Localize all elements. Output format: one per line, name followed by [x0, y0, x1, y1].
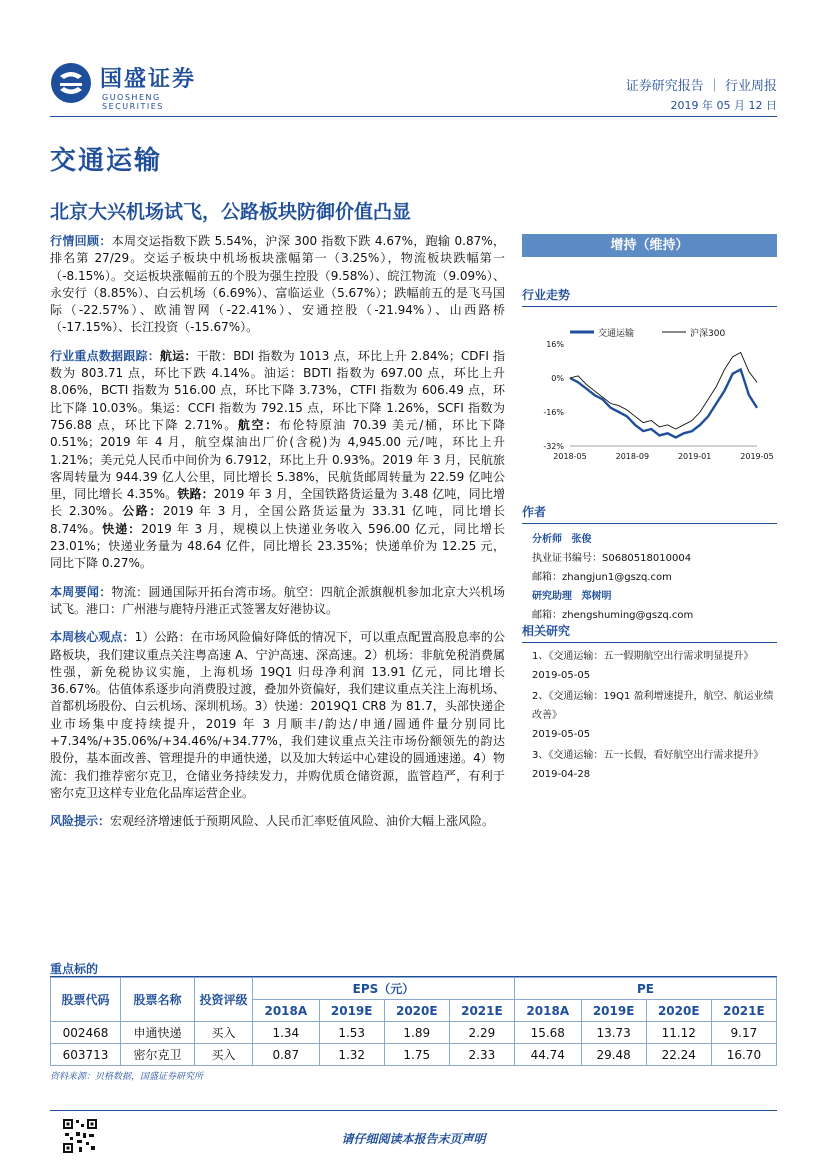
core-view-paragraph	[50, 629, 505, 802]
authors-block	[532, 530, 777, 625]
analyst-row	[532, 530, 777, 549]
authors-section-title: 作者	[522, 503, 777, 524]
market-review-label: 行情回顾：	[50, 234, 112, 248]
cell-pe: 13.73	[581, 1022, 646, 1044]
table-row	[51, 1022, 777, 1044]
related-item[interactable]	[532, 647, 777, 685]
y-tick-label: -16%	[543, 408, 564, 417]
key-stocks-title: 重点标的	[50, 962, 99, 976]
analyst-label: 分析师	[532, 534, 562, 545]
header-eps: EPS（元）	[253, 978, 515, 1000]
assistant-name: 郑树明	[581, 591, 612, 602]
chart-x-axis	[553, 452, 773, 461]
table-source: 资料来源：贝格数据，国盛证券研究所	[50, 1072, 204, 1082]
trend-section-title: 行业走势	[522, 286, 777, 307]
railway-text: 2019 年 3 月，全国铁路货运量为 3.48 亿吨，同比增长 2.30%。	[50, 487, 505, 519]
x-tick-label: 2018-05	[553, 452, 587, 461]
table-row	[51, 1044, 777, 1066]
x-tick-label: 2018-09	[615, 452, 650, 461]
risk-paragraph	[50, 813, 505, 830]
header-pe-year: 2019E	[581, 1000, 646, 1022]
road-label: 公路：	[122, 504, 163, 519]
main-body	[50, 233, 505, 842]
related-item-date: 2019-05-05	[532, 670, 591, 681]
shipping-text: 干散：BDI 指数为 1013 点，环比上升 2.84%；CDFI 指数为 803.71 点，环比下跌 4.14%。油运：BDTI 指数为 697.00 点，环比上升 8.06%，BCTI 指数为 516.00 点，环比下降 3.73%，CTFI 指数为 606.49 点，环比下降 10.03%。集运：CCFI 指数为 792.15 点，环比下降 1.26%，SCFI 指数为 756.88 点，环比下降 2.71%。	[50, 348, 505, 432]
assistant-label: 研究助理	[532, 591, 572, 602]
header-rating: 投资评级	[195, 978, 253, 1022]
series-line-transport	[570, 370, 757, 438]
data-tracking-label: 行业重点数据跟踪：	[50, 348, 160, 363]
data-tracking-paragraph	[50, 348, 505, 573]
related-item-title: 2、《交通运输：19Q1 盈利增速提升，航空、航运业绩改善》	[532, 691, 774, 721]
analyst-name: 张俊	[571, 534, 592, 545]
cell-eps: 0.87	[253, 1044, 320, 1066]
risk-label: 风险提示：	[50, 814, 111, 829]
table-header-row	[51, 978, 777, 1000]
cell-eps: 1.32	[319, 1044, 384, 1066]
company-name-en: GUOSHENG SECURITIES	[102, 93, 164, 111]
cell-pe: 29.48	[581, 1044, 646, 1066]
industry-title: 交通运输	[50, 146, 163, 176]
core-view-text: 1）公路：在市场风险偏好降低的情况下，可以重点配置高股息率的公路板块，我们建议重点关注粤高速 A、宁沪高速、深高速。2）机场：非航免税消费属性强，新免税协议实施，上海机场 19Q1 归母净利润 13.91 亿元，同比增长 36.67%。估值体系逐步向消费股过渡，叠加外资偏好，我们建议重点关注上海机场、首都机场股份、白云机场、深圳机场。3）快递：2019Q1 CR8 为 81.7，头部快递企业市场集中度持续提升，2019 年 3 月顺丰/韵达/申通/圆通件量分别同比+7.34%/+35.06%/+34.46%/+34.77%，我们建议重点关注市场份额领先的韵达股份，基本面改善、管理提升的申通快递，以及加大转运中心建设的圆通速递。4）物流：我们推荐密尔克卫，仓储业务持续发力，并购优质仓储资源，监管趋严，有利于密尔克卫这样专业危化品库运营企业。	[50, 630, 505, 800]
market-review-text: 本周交运指数下跌 5.54%，沪深 300 指数下跌 4.67%，跑输 0.87%，排名第 27/29。交运子板块中机场板块涨幅第一（3.25%），物流板块跌幅第一（-8.15%）。交运板块涨幅前五的个股为强生控股（9.58%）、皖江物流（9.09%）、永安行（8.85%）、白云机场（6.69%）、富临运业（5.67%）；跌幅前五的是飞马国际（-22.57%）、欧浦智网（-22.41%）、安通控股（-21.94%）、山西路桥（-17.15%）、长江投资（-15.67%）。	[50, 234, 505, 335]
header-pe-year: 2021E	[711, 1000, 776, 1022]
header-divider	[50, 116, 777, 117]
legend-label-csi300: 沪深300	[690, 329, 726, 339]
email-row-1	[532, 568, 777, 587]
news-paragraph	[50, 584, 505, 619]
cell-pe: 11.12	[646, 1022, 711, 1044]
core-view-label: 本周核心观点：	[50, 630, 135, 645]
road-text: 2019 年 3 月，全国公路货运量为 33.31 亿吨，同比增长 8.74%。	[50, 504, 505, 536]
report-headline: 北京大兴机场试飞，公路板块防御价值凸显	[50, 201, 412, 223]
market-review-paragraph	[50, 233, 505, 337]
related-item-date: 2019-05-05	[532, 729, 591, 740]
email-label-1: 邮箱：	[532, 572, 562, 583]
company-logo-mark	[50, 62, 92, 104]
header-pe-year: 2018A	[514, 1000, 581, 1022]
related-research-list	[532, 647, 777, 786]
header-eps-year: 2018A	[253, 1000, 320, 1022]
email-label-2: 邮箱：	[532, 610, 562, 621]
news-text: 物流：圆通国际开拓台湾市场。航空：四航企派旗舰机参加北京大兴机场试飞。港口：广州港与鹿特丹港正式签署友好港协议。	[50, 584, 505, 616]
header-pe: PE	[514, 978, 776, 1000]
cell-eps: 1.34	[253, 1022, 320, 1044]
cell-rating: 买入	[195, 1044, 253, 1066]
assistant-email[interactable]: zhengshuming@gszq.com	[562, 610, 694, 621]
header-pe-year: 2020E	[646, 1000, 711, 1022]
header-eps-year: 2021E	[449, 1000, 514, 1022]
cell-eps: 1.53	[319, 1022, 384, 1044]
cell-eps: 2.33	[449, 1044, 514, 1066]
express-label: 快递：	[102, 521, 142, 536]
cell-code: 002468	[51, 1022, 121, 1044]
cert-label: 执业证书编号：	[532, 553, 602, 564]
cell-pe: 16.70	[711, 1044, 776, 1066]
footer-disclaimer: 请仔细阅读本报告末页声明	[341, 1132, 486, 1146]
railway-label: 铁路：	[177, 487, 214, 502]
y-tick-label: 0%	[551, 374, 564, 383]
industry-trend-chart	[522, 322, 777, 467]
chart-legend	[570, 327, 725, 339]
chart-series	[570, 353, 757, 438]
related-item-title: 3、《交通运输：五一长假，看好航空出行需求提升》	[532, 750, 764, 761]
rating-badge: 增持（维持）	[522, 234, 777, 257]
series-line-csi300	[570, 353, 757, 430]
report-type: 证券研究报告 ｜ 行业周报	[625, 79, 777, 94]
x-tick-label: 2019-01	[677, 452, 712, 461]
cell-pe: 44.74	[514, 1044, 581, 1066]
cell-eps: 1.75	[384, 1044, 449, 1066]
express-text: 2019 年 3 月，规模以上快递业务收入 596.00 亿元，同比增长 23.01%；快递业务量为 48.64 亿件，同比增长 23.35%；快递单价为 12.25 元，同比下降 0.27%。	[50, 521, 505, 571]
cell-eps: 1.89	[384, 1022, 449, 1044]
x-tick-label: 2019-05	[740, 452, 774, 461]
header-eps-year: 2020E	[384, 1000, 449, 1022]
cell-name: 申通快递	[121, 1022, 195, 1044]
company-logo	[50, 62, 210, 111]
related-item-date: 2019-04-28	[532, 769, 591, 780]
company-name-cn: 国盛证券	[100, 66, 197, 92]
shipping-label: 航运：	[159, 348, 197, 363]
assistant-row	[532, 587, 777, 606]
risk-text: 宏观经济增速低于预期风险、人民币汇率贬值风险、油价大幅上涨风险。	[110, 814, 495, 829]
cell-pe: 9.17	[711, 1022, 776, 1044]
header-stock-name: 股票名称	[121, 978, 195, 1022]
cert-number: S0680518010004	[602, 553, 692, 564]
cell-rating: 买入	[195, 1022, 253, 1044]
cell-pe: 15.68	[514, 1022, 581, 1044]
legend-label-transport: 交通运输	[598, 329, 635, 339]
news-label: 本周要闻：	[50, 584, 112, 599]
cell-pe: 22.24	[646, 1044, 711, 1066]
cert-row	[532, 549, 777, 568]
footer-divider	[50, 1110, 777, 1111]
cell-eps: 2.29	[449, 1022, 514, 1044]
y-tick-label: -32%	[543, 442, 564, 451]
related-item-title: 1、《交通运输：五一假期航空出行需求明显提升》	[532, 651, 754, 662]
chart-y-axis	[543, 340, 757, 451]
aviation-label: 航空：	[237, 417, 279, 432]
key-stocks-table	[50, 977, 777, 1066]
analyst-email[interactable]: zhangjun1@gszq.com	[562, 572, 672, 583]
report-date: 2019 年 05 月 12 日	[670, 99, 777, 112]
aviation-text: 布伦特原油 70.39 美元/桶，环比下降 0.51%；2019 年 4 月，航空煤油出厂价(含税)为 4,945.00 元/吨，环比上升 1.21%；美元兑人民币中间价为 6.7912，环比上升 0.93%。2019 年 3 月，民航旅客周转量为 944.39 亿人公里，同比增长 5.38%，民航货邮周转量为 22.59 亿吨公里，同比增长 4.35%。	[50, 417, 505, 502]
y-tick-label: 16%	[546, 340, 564, 349]
header-eps-year: 2019E	[319, 1000, 384, 1022]
related-section-title: 相关研究	[522, 622, 777, 643]
cell-code: 603713	[51, 1044, 121, 1066]
header-stock-code: 股票代码	[51, 978, 121, 1022]
related-item[interactable]	[532, 746, 777, 784]
related-item[interactable]	[532, 687, 777, 744]
cell-name: 密尔克卫	[121, 1044, 195, 1066]
